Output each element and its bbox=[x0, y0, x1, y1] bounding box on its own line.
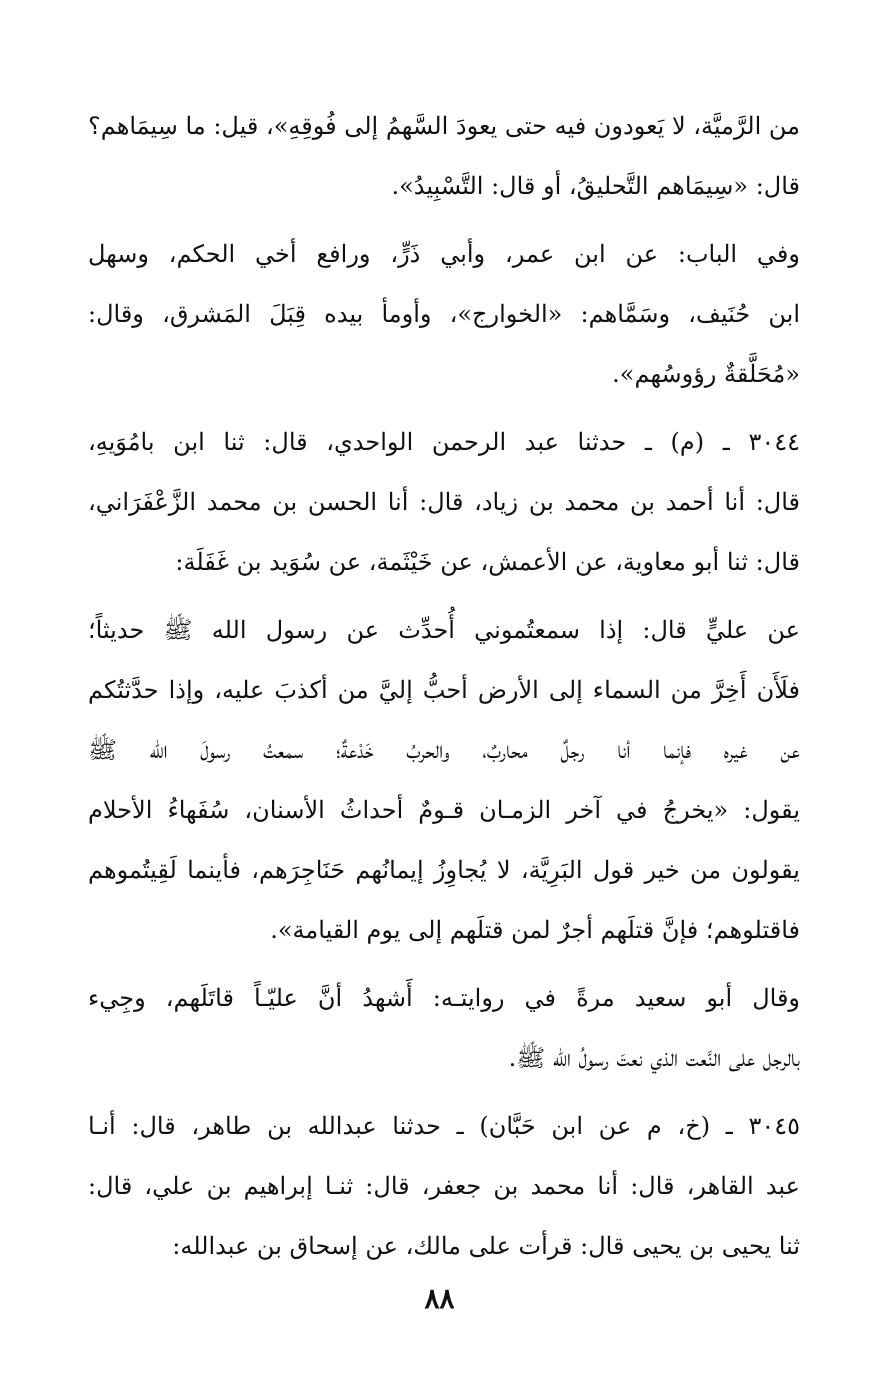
text-line: وقال أبو سعيد مرةً في روايتـه: أَشهدُ أنَّ عليّـاً قاتَلَهم، وجِيء bbox=[88, 984, 800, 1012]
text-line: «مُحَلَّقةٌ رؤوسُهم». bbox=[612, 360, 800, 388]
hadith-3044 bbox=[88, 412, 800, 592]
text-line: ٣٠٤٥ ـ (خ، م عن ابن حَبَّان) ـ حدثنا عبدالله بن طاهر، قال: أنـا bbox=[88, 1112, 800, 1140]
text-line: قال: أنا أحمد بن محمد بن زياد، قال: أنا الحسن بن محمد الزَّعْفَرَاني، bbox=[88, 488, 800, 516]
text-line: قال: «سِيمَاهم التَّحليقُ، أو قال: التَّسْبِيدُ». bbox=[391, 172, 800, 200]
text-line: عن غيره فإنما أنا رجلٌ محاربٌ، والحربُ خَدْعةٌ؛ سمعتُ رسولَ الله ﷺ bbox=[88, 736, 800, 764]
text-line: فاقتلوهم؛ فإنَّ قتلَهم أجرٌ لمن قتلَهم إلى يوم القيامة». bbox=[270, 916, 800, 944]
text-line: ابن حُنَيف، وسَمَّاهم: «الخوارج»، وأومأ بيده قِبَلَ المَشرق، وقال: bbox=[88, 300, 800, 328]
text-line: فلَأَن أَخِرَّ من السماء إلى الأرض أحبُّ إليَّ من أكذبَ عليه، وإذا حدَّثتُكم bbox=[88, 676, 800, 704]
text-line: يقولون من خير قول البَرِيَّة، لا يُجاوِزُ إيمانُهم حَنَاجِرَهم، فأينما لَقِيتُموهم bbox=[88, 856, 800, 884]
paragraph-2 bbox=[88, 224, 800, 404]
text-line: وفي الباب: عن ابن عمر، وأبي ذَرٍّ، ورافع أخي الحكم، وسهل bbox=[88, 240, 800, 268]
paragraph-1 bbox=[88, 96, 800, 216]
text-line: عن عليٍّ قال: إذا سمعتُموني أُحدِّث عن رسول الله ﷺ حديثاً؛ bbox=[88, 616, 800, 644]
text-line: من الرَّميَّة، لا يَعودون فيه حتى يعودَ السَّهمُ إلى فُوقِهِ»، قيل: ما سِيمَاهم؟ bbox=[88, 112, 800, 140]
paragraph-4 bbox=[88, 600, 800, 960]
page-number: ٨٨ bbox=[424, 1282, 455, 1315]
paragraph-5 bbox=[88, 968, 800, 1088]
page-body bbox=[88, 96, 800, 1290]
text-line: بالرجل على النَّعت الذي نعتَ رسولُ الله ﷺ. bbox=[508, 1044, 800, 1072]
text-line: ثنا يحيى بن يحيى قال: قرأت على مالك، عن إسحاق بن عبدالله: bbox=[172, 1232, 800, 1260]
text-line: قال: ثنا أبو معاوية، عن الأعمش، عن خَيْثَمة، عن سُوَيد بن غَفَلَة: bbox=[175, 548, 800, 576]
hadith-3045 bbox=[88, 1096, 800, 1276]
text-line: يقول: «يخرجُ في آخر الزمـان قـومٌ أحداثُ الأسنان، سُفَهاءُ الأحلام bbox=[88, 796, 800, 824]
text-line: عبد القاهر، قال: أنا محمد بن جعفر، قال: ثنـا إبراهيم بن علي، قال: bbox=[88, 1172, 800, 1200]
text-line: ٣٠٤٤ ـ (م) ـ حدثنا عبد الرحمن الواحدي، قال: ثنا ابن بامُوَيهِ، bbox=[88, 428, 800, 456]
